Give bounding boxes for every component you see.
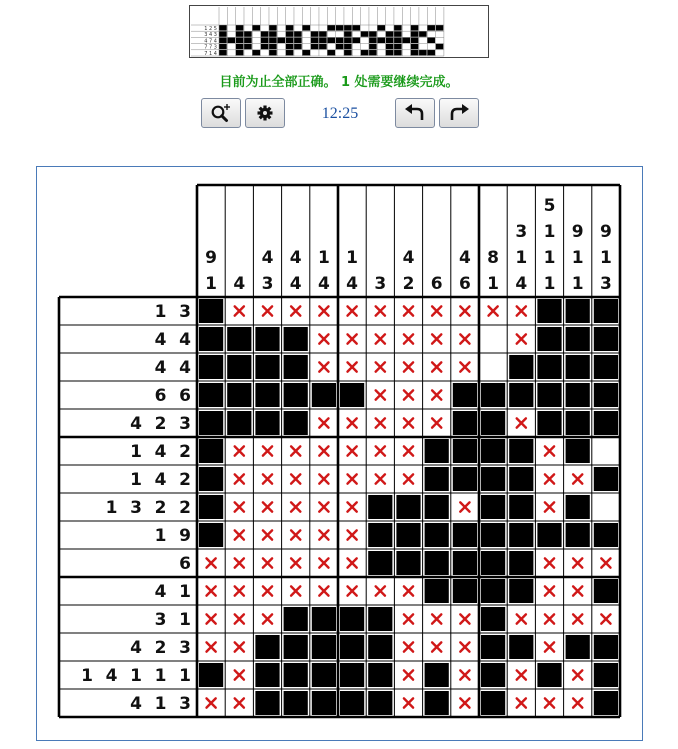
filled-cell	[481, 691, 505, 715]
thumbnail-cell	[344, 25, 352, 31]
column-clue-number: 1	[317, 248, 330, 268]
column-clue-number: 9	[599, 222, 612, 242]
thumbnail-cell	[236, 37, 244, 43]
thumbnail-cell	[294, 44, 302, 50]
filled-cell	[594, 467, 618, 491]
filled-cell	[227, 383, 251, 407]
row-clue-number: 3	[179, 414, 191, 434]
thumbnail-cell	[236, 25, 244, 31]
puzzle-board	[36, 166, 643, 741]
row-clue-number: 2	[154, 498, 167, 518]
thumbnail-cell	[336, 37, 344, 43]
filled-cell	[453, 523, 477, 547]
filled-cell	[566, 495, 590, 519]
row-clue-number: 1	[154, 694, 167, 714]
row-clue-number: 4	[105, 666, 118, 686]
thumbnail-cell	[402, 37, 410, 43]
filled-cell	[509, 355, 533, 379]
filled-cell	[340, 663, 364, 687]
filled-cell	[199, 523, 223, 547]
filled-cell	[340, 691, 364, 715]
thumbnail-cell	[394, 25, 402, 31]
filled-cell	[255, 355, 279, 379]
redo-arrow-icon	[448, 104, 470, 122]
thumbnail-cell	[394, 50, 402, 56]
grid-cell[interactable]	[592, 493, 620, 521]
thumbnail-cell	[394, 31, 402, 37]
filled-cell	[396, 523, 420, 547]
thumbnail-cell	[219, 31, 227, 37]
redo-button[interactable]	[439, 98, 479, 128]
thumbnail-cell	[286, 44, 294, 50]
thumbnail-cell	[369, 44, 377, 50]
filled-cell	[594, 355, 618, 379]
filled-cell	[284, 635, 308, 659]
magnifier-plus-icon	[210, 103, 232, 123]
row-clue-number: 1	[154, 526, 167, 546]
row-clue-number: 4	[154, 330, 167, 350]
filled-cell	[312, 691, 336, 715]
thumbnail-cell	[352, 37, 360, 43]
undo-button[interactable]	[395, 98, 435, 128]
thumbnail-row-clue: 7 1 4	[204, 50, 217, 57]
thumbnail-cell	[236, 50, 244, 56]
thumbnail-cell	[369, 31, 377, 37]
thumbnail-cell	[411, 31, 419, 37]
row-clue-number: 6	[179, 386, 191, 406]
thumbnail-cell	[411, 50, 419, 56]
filled-cell	[425, 439, 449, 463]
thumbnail-cell	[286, 50, 294, 56]
thumbnail-cell	[319, 31, 327, 37]
filled-cell	[284, 355, 308, 379]
filled-cell	[594, 299, 618, 323]
filled-cell	[537, 411, 561, 435]
filled-cell	[368, 551, 392, 575]
thumbnail-cell	[344, 37, 352, 43]
thumbnail-cell	[411, 25, 419, 31]
row-clue-number: 1	[154, 302, 167, 322]
row-clue-number: 9	[179, 526, 191, 546]
thumbnail-cell	[427, 25, 435, 31]
filled-cell	[566, 411, 590, 435]
row-clue-number: 3	[179, 302, 191, 322]
column-clue-number: 1	[571, 248, 584, 268]
row-clue-number: 1	[81, 666, 93, 686]
filled-cell	[453, 551, 477, 575]
row-clue-number: 4	[154, 442, 167, 462]
row-clue-number: 4	[179, 330, 191, 350]
filled-cell	[509, 579, 533, 603]
thumbnail-cell	[319, 37, 327, 43]
filled-cell	[227, 411, 251, 435]
column-clue-number: 4	[289, 248, 302, 268]
undo-arrow-icon	[404, 104, 426, 122]
timer: 12:25	[321, 105, 359, 122]
thumbnail-cell	[386, 31, 394, 37]
thumbnail-cell	[411, 44, 419, 50]
thumbnail-cell	[294, 31, 302, 37]
filled-cell	[509, 467, 533, 491]
row-clue-number: 2	[179, 498, 191, 518]
filled-cell	[284, 663, 308, 687]
grid-cell[interactable]	[479, 325, 507, 353]
filled-cell	[481, 551, 505, 575]
filled-cell	[509, 495, 533, 519]
filled-cell	[199, 439, 223, 463]
filled-cell	[312, 635, 336, 659]
thumbnail-cell	[336, 25, 344, 31]
filled-cell	[255, 383, 279, 407]
filled-cell	[368, 523, 392, 547]
filled-cell	[453, 439, 477, 463]
zoom-button[interactable]	[201, 98, 241, 128]
thumbnail-row-clue: 4 7 4	[204, 38, 217, 45]
thumbnail-cell	[244, 37, 252, 43]
filled-cell	[255, 691, 279, 715]
filled-cell	[199, 355, 223, 379]
filled-cell	[368, 663, 392, 687]
filled-cell	[312, 607, 336, 631]
row-clue-number: 2	[179, 470, 191, 490]
thumbnail-cell	[427, 37, 435, 43]
column-clue-number: 9	[571, 222, 584, 242]
row-clue-number: 1	[179, 666, 191, 686]
thumbnail-cell	[344, 44, 352, 50]
filled-cell	[509, 439, 533, 463]
thumbnail-cell	[219, 50, 227, 56]
filled-cell	[199, 327, 223, 351]
filled-cell	[199, 383, 223, 407]
filled-cell	[199, 663, 223, 687]
thumbnail-cell	[244, 31, 252, 37]
filled-cell	[481, 663, 505, 687]
filled-cell	[481, 383, 505, 407]
thumbnail-cell	[236, 31, 244, 37]
column-clue-number: 1	[543, 274, 556, 294]
column-clue-number: 6	[430, 274, 443, 294]
row-clue-number: 4	[130, 414, 142, 434]
row-clue-number: 2	[154, 414, 167, 434]
filled-cell	[594, 383, 618, 407]
column-clue-number: 4	[289, 274, 302, 294]
thumbnail-cell	[277, 37, 285, 43]
thumbnail-cell	[269, 44, 277, 50]
thumbnail-cell	[286, 31, 294, 37]
thumbnail-cell	[436, 44, 444, 50]
filled-cell	[227, 327, 251, 351]
thumbnail-cell	[377, 25, 385, 31]
filled-cell	[312, 663, 336, 687]
filled-cell	[481, 523, 505, 547]
thumbnail-cell	[319, 44, 327, 50]
row-clue-number: 1	[130, 470, 142, 490]
row-clue-number: 4	[154, 582, 167, 602]
thumbnail-cell	[219, 25, 227, 31]
thumbnail-cell	[369, 37, 377, 43]
filled-cell	[340, 635, 364, 659]
filled-cell	[537, 383, 561, 407]
thumbnail-cell	[344, 31, 352, 37]
filled-cell	[594, 635, 618, 659]
thumbnail-cell	[294, 37, 302, 43]
filled-cell	[509, 523, 533, 547]
row-clue-number: 3	[130, 498, 142, 518]
row-clue-number: 3	[179, 694, 191, 714]
filled-cell	[199, 411, 223, 435]
row-clue-number: 4	[154, 358, 167, 378]
filled-cell	[199, 299, 223, 323]
thumbnail-cell	[302, 50, 310, 56]
thumbnail-cell	[352, 25, 360, 31]
filled-cell	[340, 607, 364, 631]
thumbnail-row-clue: 7 7 3	[204, 44, 217, 51]
row-clue-number: 1	[130, 442, 142, 462]
thumbnail-cell	[394, 37, 402, 43]
filled-cell	[509, 551, 533, 575]
column-clue-number: 1	[205, 274, 218, 294]
filled-cell	[481, 635, 505, 659]
thumbnail-row-clue: 3 4 3	[204, 32, 217, 39]
row-clue-number: 4	[130, 638, 142, 658]
column-clue-number: 1	[487, 274, 500, 294]
thumbnail-cell	[269, 25, 277, 31]
thumbnail-cell	[369, 50, 377, 56]
thumbnail-cell	[219, 37, 227, 43]
filled-cell	[537, 299, 561, 323]
column-clue-number: 1	[515, 248, 528, 268]
filled-cell	[537, 327, 561, 351]
filled-cell	[566, 635, 590, 659]
filled-cell	[425, 467, 449, 491]
thumbnail-cell	[244, 44, 252, 50]
column-clue-number: 9	[205, 248, 218, 268]
grid-cell[interactable]	[592, 437, 620, 465]
thumbnail-cell	[219, 44, 227, 50]
filled-cell	[453, 579, 477, 603]
column-clue-number: 3	[374, 274, 387, 294]
column-clue-number: 4	[346, 274, 359, 294]
row-clue-number: 2	[154, 638, 167, 658]
row-clue-number: 3	[154, 610, 167, 630]
row-clue-number: 4	[154, 470, 167, 490]
thumbnail-cell	[261, 44, 269, 50]
thumbnail-cell	[336, 44, 344, 50]
filled-cell	[481, 607, 505, 631]
column-clue-number: 1	[543, 222, 556, 242]
filled-cell	[566, 383, 590, 407]
thumbnail-cell	[236, 44, 244, 50]
thumbnail-cell	[427, 50, 435, 56]
filled-cell	[566, 439, 590, 463]
thumbnail-cell	[252, 50, 260, 56]
filled-cell	[368, 495, 392, 519]
filled-cell	[509, 635, 533, 659]
thumbnail-cell	[436, 25, 444, 31]
filled-cell	[284, 327, 308, 351]
thumbnail-cell	[269, 31, 277, 37]
gear-icon	[255, 103, 275, 123]
filled-cell	[594, 691, 618, 715]
thumbnail-cell	[311, 37, 319, 43]
thumbnail-cell	[419, 50, 427, 56]
row-clue-number: 4	[179, 358, 191, 378]
column-clue-number: 8	[487, 248, 500, 268]
settings-button[interactable]	[245, 98, 285, 128]
filled-cell	[425, 523, 449, 547]
thumbnail-cell	[227, 37, 235, 43]
filled-cell	[227, 355, 251, 379]
row-clue-number: 3	[179, 638, 191, 658]
filled-cell	[537, 663, 561, 687]
filled-cell	[481, 495, 505, 519]
column-clue-number: 4	[402, 248, 415, 268]
thumbnail-cell	[344, 50, 352, 56]
filled-cell	[566, 299, 590, 323]
filled-cell	[425, 579, 449, 603]
filled-cell	[312, 383, 336, 407]
thumbnail-cell	[286, 37, 294, 43]
column-clue-number: 4	[261, 248, 274, 268]
filled-cell	[481, 439, 505, 463]
filled-cell	[368, 635, 392, 659]
thumbnail-cell	[286, 25, 294, 31]
thumbnail-cell	[411, 37, 419, 43]
filled-cell	[284, 607, 308, 631]
status-message: 目前为止全部正确。 1 处需要继续完成。	[219, 75, 459, 90]
filled-cell	[537, 523, 561, 547]
row-clue-number: 6	[179, 554, 191, 574]
filled-cell	[368, 607, 392, 631]
thumbnail-cell	[419, 31, 427, 37]
thumbnail-cell	[311, 44, 319, 50]
thumbnail-cell	[261, 31, 269, 37]
column-clue-number: 6	[458, 274, 471, 294]
row-clue-number: 6	[154, 386, 167, 406]
row-clue-number: 1	[154, 666, 167, 686]
column-clue-number: 1	[599, 248, 612, 268]
filled-cell	[255, 663, 279, 687]
thumbnail-cell	[269, 37, 277, 43]
filled-cell	[199, 495, 223, 519]
filled-cell	[481, 411, 505, 435]
filled-cell	[481, 467, 505, 491]
thumbnail-cell	[327, 50, 335, 56]
filled-cell	[396, 495, 420, 519]
filled-cell	[594, 663, 618, 687]
column-clue-number: 4	[515, 274, 528, 294]
row-clue-number: 2	[179, 442, 191, 462]
row-clue-number: 4	[130, 694, 142, 714]
column-clue-number: 3	[599, 274, 612, 294]
thumbnail-cell	[386, 50, 394, 56]
filled-cell	[284, 691, 308, 715]
thumbnail-cell	[327, 25, 335, 31]
filled-cell	[255, 327, 279, 351]
thumbnail-cell	[327, 37, 335, 43]
filled-cell	[594, 523, 618, 547]
filled-cell	[509, 383, 533, 407]
filled-cell	[340, 383, 364, 407]
filled-cell	[425, 551, 449, 575]
column-clue-number: 1	[346, 248, 359, 268]
column-clue-number: 2	[402, 274, 415, 294]
column-clue-number: 4	[233, 274, 246, 294]
filled-cell	[453, 383, 477, 407]
thumbnail-cell	[361, 50, 369, 56]
filled-cell	[368, 691, 392, 715]
filled-cell	[425, 495, 449, 519]
filled-cell	[566, 523, 590, 547]
filled-cell	[594, 579, 618, 603]
nonogram-grid	[37, 167, 642, 740]
thumbnail-cell	[377, 37, 385, 43]
filled-cell	[566, 327, 590, 351]
thumbnail-cell	[261, 37, 269, 43]
column-clue-number: 3	[515, 222, 528, 242]
grid-cell[interactable]	[479, 353, 507, 381]
row-clue-number: 1	[179, 582, 191, 602]
thumbnail-cell	[252, 25, 260, 31]
column-clue-number: 1	[571, 274, 584, 294]
filled-cell	[425, 691, 449, 715]
column-clue-number: 4	[317, 274, 330, 294]
filled-cell	[425, 663, 449, 687]
filled-cell	[594, 327, 618, 351]
filled-cell	[199, 467, 223, 491]
column-clue-number: 5	[543, 196, 556, 216]
thumbnail-cell	[311, 31, 319, 37]
thumbnail-cell	[302, 25, 310, 31]
row-clue-number: 1	[179, 610, 191, 630]
row-clue-number: 1	[130, 666, 142, 686]
filled-cell	[396, 551, 420, 575]
nonograms-thumbnail	[189, 5, 489, 58]
thumbnail-cell	[394, 44, 402, 50]
column-clue-number: 1	[543, 248, 556, 268]
filled-cell	[284, 411, 308, 435]
thumbnail-cell	[361, 31, 369, 37]
filled-cell	[566, 355, 590, 379]
filled-cell	[453, 467, 477, 491]
filled-cell	[255, 411, 279, 435]
column-clue-number: 3	[261, 274, 274, 294]
filled-cell	[537, 355, 561, 379]
thumbnail-row-clue: 1 2 5	[204, 26, 217, 32]
filled-cell	[481, 579, 505, 603]
filled-cell	[255, 635, 279, 659]
thumbnail-cell	[386, 44, 394, 50]
row-clue-number: 1	[105, 498, 118, 518]
column-clue-number: 4	[458, 248, 471, 268]
filled-cell	[453, 411, 477, 435]
thumbnail-cell	[269, 50, 277, 56]
filled-cell	[594, 411, 618, 435]
filled-cell	[284, 383, 308, 407]
thumbnail-cell	[386, 37, 394, 43]
